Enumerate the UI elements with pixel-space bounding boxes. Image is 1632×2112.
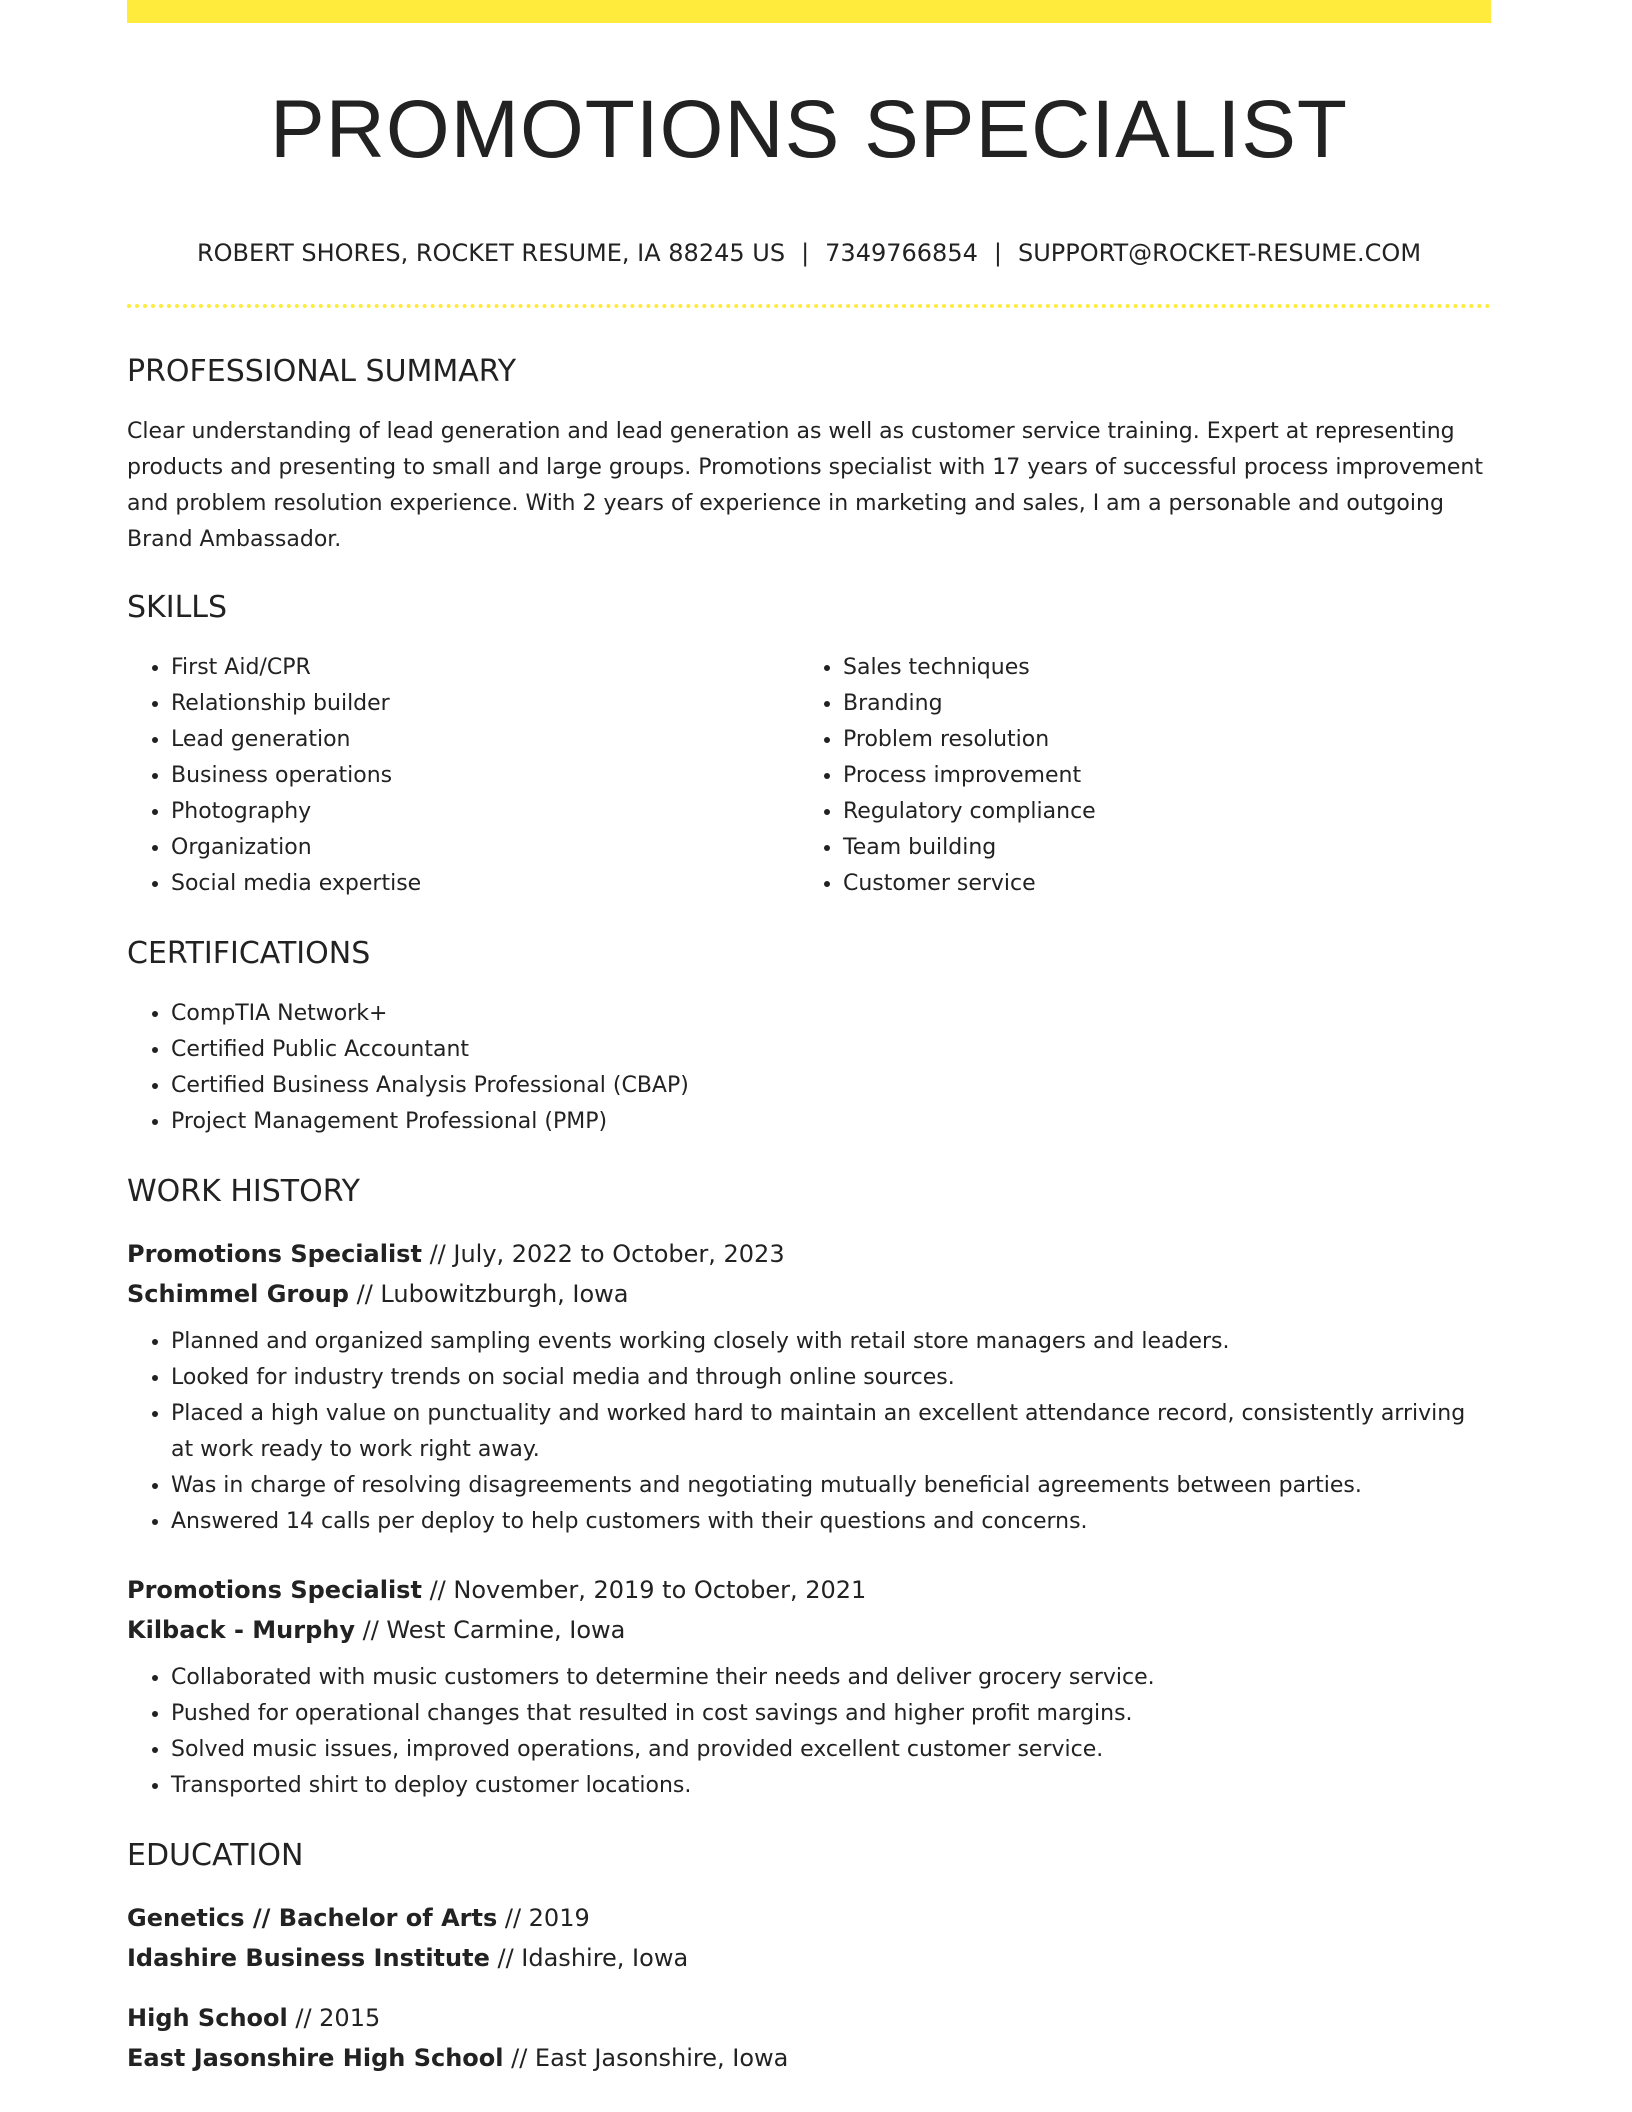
contact-email: SUPPORT@ROCKET-RESUME.COM <box>1017 239 1422 267</box>
education-school: Idashire Business Institute <box>127 1944 490 1972</box>
contact-phone: 7349766854 <box>825 239 978 267</box>
education-school-line <box>127 2038 1491 2078</box>
skill-item: • Problem resolution <box>843 722 1471 758</box>
job-dates: // July, 2022 to October, 2023 <box>421 1240 785 1268</box>
education-section <box>127 1834 1491 2078</box>
summary-text: Clear understanding of lead generation and lead generation as well as customer service training. Expert at representing products and presenting to small and large groups. Promotions specialist with 17 years of successful process improvement and problem resolution experience. With 2 years of experience in marketing and sales, I am a personable and outgoing Brand Ambassador. <box>127 419 1483 552</box>
resume-body <box>127 350 1491 2098</box>
certification-item: • Project Management Professional (PMP) <box>171 1104 1491 1140</box>
contact-separator: | <box>801 239 810 267</box>
skill-item: • Social media expertise <box>171 866 799 902</box>
contact-line <box>127 236 1491 270</box>
education-year: // 2019 <box>497 1904 590 1932</box>
education-degree-line <box>127 1998 1491 2038</box>
skill-item: • Business operations <box>171 758 799 794</box>
skill-item: • Organization <box>171 830 799 866</box>
accent-bar <box>127 0 1491 23</box>
job-entry <box>127 1570 1491 1804</box>
job-role: Promotions Specialist <box>127 1576 422 1604</box>
job-title-line <box>127 1234 1491 1274</box>
job-title: PROMOTIONS SPECIALIST <box>269 84 1349 175</box>
skill-item: • Customer service <box>843 866 1471 902</box>
certifications-section <box>127 932 1491 1140</box>
dotted-divider <box>127 304 1491 308</box>
job-location: // West Carmine, Iowa <box>355 1616 626 1644</box>
job-bullet: • Placed a high value on punctuality and worked hard to maintain an excellent attendance record, consistently arriving at work ready to work right away. <box>171 1396 1491 1468</box>
job-entry <box>127 1234 1491 1540</box>
job-company-line <box>127 1610 1491 1650</box>
education-degree: Genetics // Bachelor of Arts <box>127 1904 498 1932</box>
certification-item: • Certified Business Analysis Professional (CBAP) <box>171 1068 1491 1104</box>
education-year: // 2015 <box>287 2004 381 2032</box>
skill-item: • Branding <box>843 686 1471 722</box>
job-bullet: • Answered 14 calls per deploy to help customers with their questions and concerns. <box>171 1504 1491 1540</box>
certification-item: • Certified Public Accountant <box>171 1032 1491 1068</box>
job-bullet: • Planned and organized sampling events working closely with retail store managers and leaders. <box>171 1324 1491 1360</box>
summary-heading: PROFESSIONAL SUMMARY <box>127 354 517 389</box>
summary-section <box>127 350 1491 558</box>
job-company: Kilback - Murphy <box>127 1616 355 1644</box>
education-entry <box>127 1998 1491 2078</box>
work-history-section <box>127 1170 1491 1804</box>
skill-item: • Lead generation <box>171 722 799 758</box>
skills-list-left <box>127 650 799 902</box>
job-bullets <box>127 1324 1491 1540</box>
skill-item: • Team building <box>843 830 1471 866</box>
skills-section <box>127 586 1491 902</box>
job-bullet: • Looked for industry trends on social media and through online sources. <box>171 1360 1491 1396</box>
skill-item: • Relationship builder <box>171 686 799 722</box>
skill-item: • First Aid/CPR <box>171 650 799 686</box>
education-degree-line <box>127 1898 1491 1938</box>
skill-item: • Regulatory compliance <box>843 794 1471 830</box>
job-location: // Lubowitzburgh, Iowa <box>349 1280 629 1308</box>
job-bullet: • Pushed for operational changes that resulted in cost savings and higher profit margins. <box>171 1696 1491 1732</box>
skill-item: • Process improvement <box>843 758 1471 794</box>
education-school: East Jasonshire High School <box>127 2044 504 2072</box>
certifications-list <box>127 996 1491 1140</box>
skill-item: • Sales techniques <box>843 650 1471 686</box>
contact-separator: | <box>993 239 1002 267</box>
certification-item: • CompTIA Network+ <box>171 996 1491 1032</box>
job-role: Promotions Specialist <box>127 1240 422 1268</box>
job-dates: // November, 2019 to October, 2021 <box>421 1576 867 1604</box>
work-history-heading: WORK HISTORY <box>127 1174 360 1209</box>
job-title-line <box>127 1570 1491 1610</box>
education-entry <box>127 1898 1491 1978</box>
education-heading: EDUCATION <box>127 1838 304 1873</box>
education-location: // East Jasonshire, Iowa <box>503 2044 789 2072</box>
skills-list-right <box>799 650 1471 902</box>
education-location: // Idashire, Iowa <box>489 1944 689 1972</box>
job-bullets <box>127 1660 1491 1804</box>
skills-grid <box>127 650 1491 902</box>
job-bullet: • Collaborated with music customers to determine their needs and deliver grocery service. <box>171 1660 1491 1696</box>
skill-item: • Photography <box>171 794 799 830</box>
job-bullet: • Solved music issues, improved operations, and provided excellent customer service. <box>171 1732 1491 1768</box>
job-bullet: • Transported shirt to deploy customer locations. <box>171 1768 1491 1804</box>
job-bullet: • Was in charge of resolving disagreements and negotiating mutually beneficial agreements between parties. <box>171 1468 1491 1504</box>
contact-address: ROBERT SHORES, ROCKET RESUME, IA 88245 US <box>196 239 786 267</box>
job-company-line <box>127 1274 1491 1314</box>
skills-heading: SKILLS <box>127 590 228 625</box>
certifications-heading: CERTIFICATIONS <box>127 936 371 971</box>
education-degree: High School <box>127 2004 288 2032</box>
job-company: Schimmel Group <box>127 1280 349 1308</box>
education-school-line <box>127 1938 1491 1978</box>
